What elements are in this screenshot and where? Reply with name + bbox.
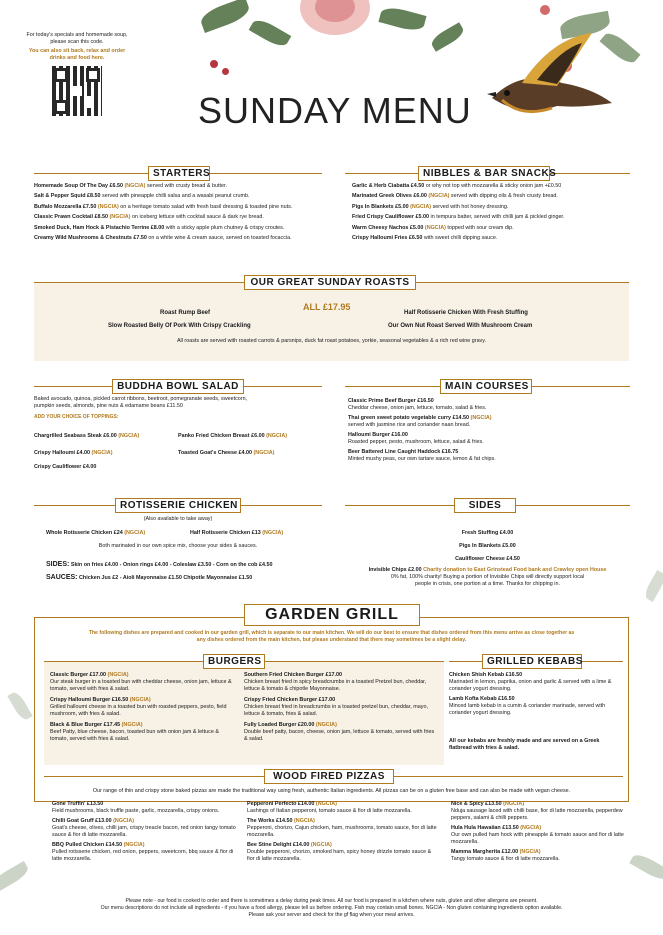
menu-item [348, 398, 638, 412]
invisible-chips: Invisible Chips £2.00 Charity donation to East Grinstead Food bank and Crawley open House [368, 567, 607, 573]
roast-item: Half Rotisserie Chicken With Fresh Stuffing [404, 310, 528, 316]
menu-item-desc: Minted mushy peas, our own tartare sauce, lemon & fat chips. [348, 456, 496, 462]
menu-item [449, 672, 621, 693]
kebabs-note: All our kebabs are freshly made and are served on a Greek flatbread with fries & salad. [449, 738, 600, 751]
roasts-note: All roasts are served with roasted carrots & parsnips, duck fat roast potatoes, yorkie, seasonal vegetables & a rich red wine gravy. [176, 338, 487, 344]
menu-item [50, 722, 235, 743]
side-item: Pigs In Blankets £5.00 [459, 543, 516, 549]
ngcia-badge: (NGCIA) [424, 224, 446, 231]
rotisserie-sides: SIDES: Skin on fries £4.00 - Onion rings £4.00 - Coleslaw £3.50 - Corn on the cob £4.50 [46, 561, 273, 568]
menu-item-desc: with a sticky apple plum chutney & crispy croutes. [165, 224, 285, 231]
ngcia-badge: (NGCIA) [503, 801, 525, 807]
qr-note: please scan this code. [50, 38, 104, 45]
section-title-starters: STARTERS [148, 166, 210, 181]
menu-item-name: Thai green sweet potato vegetable curry £14.50 [348, 415, 470, 421]
menu-item [247, 818, 437, 839]
section-title-sides: SIDES [454, 498, 516, 513]
toppings-label: ADD YOUR CHOICE OF TOPPINGS: [34, 414, 119, 420]
menu-item [247, 801, 437, 815]
menu-item [52, 842, 242, 863]
menu-item-desc: Double beef patty, bacon, cheese, onion jam, lettuce & tomato, served with fries & salad. [244, 729, 435, 742]
menu-item-desc: Nduja sausage laced with chilli base, fior di latte mozzarella, pepperdew peppers, salami & chilli peppers. [451, 808, 623, 821]
chips-note: people in crisis, one portion at a time. Thanks for chipping in. [415, 581, 560, 587]
menu-item-desc: served with jasmine rice and coriander naan bread. [348, 422, 471, 428]
menu-item [348, 432, 638, 446]
ngcia-badge: (NGCIA) [410, 203, 432, 210]
menu-item-name: Buffalo Mozzarella £7.50 [34, 203, 97, 210]
menu-item [34, 235, 334, 242]
ngcia-badge: (NGCIA) [107, 672, 129, 678]
ngcia-badge: (NGCIA) [315, 801, 337, 807]
menu-item-name: Chilli Goat Gruff £13.00 [52, 818, 112, 824]
starters-list [34, 183, 334, 245]
roast-item: Roast Rump Beef [160, 310, 211, 316]
menu-item-name: Fully Loaded Burger £20.00 [244, 722, 315, 728]
topping-item: Crispy Cauliflower £4.00 [34, 464, 97, 470]
menu-item-name: Classic Burger £17.00 [50, 672, 107, 678]
pizzas-col1 [52, 801, 242, 866]
menu-item-name: Nice & Spicy £13.50 [451, 801, 502, 807]
side-item: Fresh Stuffing £4.00 [461, 530, 514, 536]
menu-item-name: Chicken Shish Kebab £16.50 [449, 672, 523, 678]
menu-item-desc: served with crusty bread & butter. [146, 183, 227, 189]
rotisserie-item: Whole Rotisserie Chicken £24 (NGCIA) [46, 530, 146, 536]
menu-item-desc: topped with sour cream dip. [447, 224, 514, 231]
topping-item: Chargrilled Seabass Steak £6.00 (NGCIA) [34, 433, 140, 439]
menu-item-name: Fried Crispy Cauliflower £5.00 [352, 214, 429, 221]
menu-item-desc: Lashings of Italian pepperoni, tomato sauce & fior di latte mozzarella. [247, 808, 412, 814]
menu-item [34, 214, 334, 221]
ngcia-badge: (NGCIA) [124, 183, 146, 189]
menu-item [352, 204, 652, 211]
menu-item-desc: Our own pulled ham hock with pineapple & tomato sauce and fior di latte mozzarella. [451, 832, 624, 845]
roast-item: Our Own Nut Roast Served With Mushroom Cream [388, 323, 533, 329]
rotisserie-sauces: SAUCES: Chicken Jus £2 - Aioli Mayonnaise £1.50 Chipotle Mayonnaise £1.50 [46, 574, 253, 581]
menu-item-desc: Our steak burger in a toasted bun with cheddar cheese, onion jam, lettuce & tomato, served with fries & salad. [50, 679, 232, 692]
rotisserie-item: Half Rotisserie Chicken £13 (NGCIA) [190, 530, 284, 536]
menu-item-name: Smoked Duck, Ham Hock & Pistachio Terrine £8.00 [34, 224, 165, 231]
buddha-desc: Baked avocado, quinoa, pickled carrot ribbons, beetroot, pomegranate seeds, sweetcorn, [34, 396, 248, 402]
menu-item-name: Bee Stine Delight £14.00 [247, 842, 310, 848]
qr-note: You can also sit back, relax and order [28, 48, 126, 54]
roasts-panel [34, 283, 629, 361]
menu-item [352, 193, 652, 200]
menu-item [52, 818, 242, 839]
qr-note: For today's specials and homemade soup, [26, 32, 128, 38]
rotisserie-subtitle: (Also available to take away) [143, 516, 213, 522]
menu-item [451, 825, 631, 846]
menu-item-name: Crispy Halloumi Burger £16.50 [50, 697, 129, 703]
section-title-burgers: BURGERS [203, 654, 265, 669]
menu-item-name: The Works £14.50 [247, 818, 293, 824]
garden-intro: The following dishes are prepared and cooked in our garden grill, which is separate to our main kitchen. We will do our best to ensure that dishes ordered from this menu arrive as close together as [88, 630, 575, 636]
menu-item-name: Creamy Wild Mushrooms & Chestnuts £7.50 [34, 234, 147, 241]
menu-item [52, 801, 242, 815]
ngcia-badge: (NGCIA) [428, 193, 450, 200]
chips-note: 0% fat, 100% charity! Buying a portion of Invisible Chips will directly support local [390, 574, 585, 580]
ngcia-badge: (NGCIA) [109, 214, 131, 221]
menu-item-desc: Double pepperoni, chorizo, smoked ham, spicy honey drizzle tomato sauce & fior di latte mozzarella. [247, 849, 432, 862]
pizzas-col3 [451, 801, 631, 866]
garden-intro: any dishes ordered from the main kitchen, but please understand that there may sometimes be a slight delay. [196, 637, 467, 643]
menu-item-name: Warm Cheesy Nachos £5.00 [352, 224, 424, 231]
menu-item-name: Lamb Kofta Kebab £16.50 [449, 696, 515, 702]
menu-item-name: Pepperoni Perfecto £14.00 [247, 801, 315, 807]
nibbles-list [352, 183, 652, 245]
menu-item-desc: Beef Patty, blue cheese, bacon, toasted bun with onion jam & lettuce & tomato, served with fries & salad. [50, 729, 219, 742]
menu-item-name: Classic Prawn Cocktail £8.50 [34, 214, 109, 221]
side-item: Cauliflower Cheese £4.50 [455, 556, 520, 562]
menu-item [34, 204, 334, 211]
menu-item-name: Crispy Fried Chicken Burger £17.00 [244, 697, 336, 703]
menu-item-desc: Roasted pepper, pesto, mushroom, lettuce, salad & fries. [348, 439, 484, 445]
menu-item [348, 415, 638, 429]
menu-item-desc: in tempura batter, served with chilli jam & pickled ginger. [430, 214, 565, 221]
menu-item-desc: Field mushrooms, black truffle paste, garlic, mozzarella, crispy onions. [52, 808, 220, 814]
footer-note: Please ask your server and check for the gf flag when your meal arrives. [248, 911, 415, 918]
ngcia-badge: (NGCIA) [123, 842, 145, 848]
menu-item-name: Hula Hula Hawaiian £13.50 [451, 825, 519, 831]
menu-item [50, 672, 235, 693]
ngcia-badge: (NGCIA) [97, 203, 119, 210]
page-title: SUNDAY MENU [198, 90, 472, 131]
section-title-mains: MAIN COURSES [440, 379, 532, 394]
ngcia-badge: (NGCIA) [129, 697, 151, 703]
burgers-right [244, 672, 439, 747]
ngcia-badge: (NGCIA) [121, 722, 143, 728]
menu-item-desc: Chicken breast fried in breadcrumbs in a toasted pretzel bun, cheddar, mayo, lettuce & tomato, fries & salad. [244, 704, 428, 717]
section-title-rotisserie: ROTISSERIE CHICKEN [115, 498, 241, 513]
menu-item-name: Crispy Halloumi Fries £6.50 [352, 234, 423, 241]
menu-item-name: Pigs In Blankets £5.00 [352, 203, 409, 210]
menu-item-name: Homemade Soup Of The Day £6.50 [34, 183, 123, 189]
menu-item [451, 801, 631, 822]
ngcia-badge: (NGCIA) [520, 825, 542, 831]
section-title-buddha: BUDDHA BOWL SALAD [112, 379, 244, 394]
section-title-garden-grill: GARDEN GRILL [244, 604, 420, 626]
topping-item: Crispy Halloumi £4.00 (NGCIA) [34, 450, 113, 456]
menu-item-name: Garlic & Herb Ciabatta £4.50 [352, 183, 425, 189]
menu-item [449, 696, 621, 717]
menu-item-name: Beer Battered Line Caught Haddock £16.75 [348, 449, 459, 455]
menu-item [244, 672, 439, 693]
section-title-kebabs: GRILLED KEBABS [482, 654, 582, 669]
menu-item-desc: Pulled rotisserie chicken, red onion, peppers, sweetcorn, bbq sauce & fior di latte mozzarella. [52, 849, 234, 862]
menu-item-name: Gone Truffin' £13.50 [52, 801, 104, 807]
menu-item-desc: Tangy tomato sauce & fior di latte mozzarella. [451, 856, 560, 862]
menu-item [352, 235, 652, 242]
menu-item-desc: served with pineapple chilli salsa and a wasabi peanut crumb. [102, 193, 250, 200]
menu-item [34, 225, 334, 232]
menu-item [50, 697, 235, 718]
menu-item-name: Southern Fried Chicken Burger £17.00 [244, 672, 342, 678]
topping-item: Panko Fried Chicken Breast £6.00 (NGCIA) [178, 433, 288, 439]
burgers-left [50, 672, 235, 747]
section-title-pizzas: WOOD FIRED PIZZAS [264, 769, 394, 784]
pizzas-col2 [247, 801, 437, 866]
qr-note: drinks and food here. [49, 54, 105, 61]
ngcia-badge: (NGCIA) [113, 818, 135, 824]
menu-item-name: Marinated Greek Olives £6.00 [352, 193, 427, 200]
mains-list [348, 398, 638, 466]
menu-item-desc: served with dipping oils & fresh crusty bread. [450, 193, 558, 200]
menu-item [247, 842, 437, 863]
menu-item-desc: Pepperoni, chorizo, Cajun chicken, ham, mushrooms, tomato sauce, fior di latte mozzarella. [247, 825, 437, 838]
menu-item [244, 697, 439, 718]
menu-item-name: BBQ Pulled Chicken £14.50 [52, 842, 123, 848]
menu-item [348, 449, 638, 463]
menu-item [352, 183, 652, 190]
pizzas-intro: Our range of thin and crispy stone baked pizzas are made the traditional way using fresh, authentic Italian ingredients. All pizzas can be on a gluten free base and can also be made with vegan cheese. [92, 788, 571, 794]
buddha-desc: pumpkin seeds, almonds, pine nuts & edamame beans £11.50 [34, 403, 183, 409]
menu-item-desc: Cheddar cheese, onion jam, lettuce, tomato, salad & fries. [348, 405, 487, 411]
menu-item-name: Salt & Pepper Squid £8.50 [34, 193, 101, 200]
ngcia-badge: (NGCIA) [470, 415, 492, 421]
menu-item-desc: with sweet chilli dipping sauce. [423, 234, 498, 241]
menu-item-name: Mamma Margherita £12.00 [451, 849, 519, 855]
kebabs-list [449, 672, 621, 720]
menu-item-desc: Marinated in lemon, paprika, onion and garlic & served with a lime & coriander yogurt dressing. [449, 679, 612, 692]
menu-item-desc: Minced lamb kebab in a cumin & coriander marinade, served with coriander yogurt dressing. [449, 703, 606, 716]
ngcia-badge: (NGCIA) [315, 722, 337, 728]
menu-item-desc: or why not top with mozzarella & sticky onion jam +£0.50 [425, 183, 562, 189]
menu-item [34, 183, 334, 190]
section-title-nibbles: NIBBLES & BAR SNACKS [418, 166, 550, 181]
menu-item-desc: Goat's cheese, olives, chilli jam, crispy treacle bacon, red onion tangy tomato sauce & fior di latte mozzarella. [52, 825, 236, 838]
ngcia-badge: (NGCIA) [310, 842, 332, 848]
ngcia-badge: (NGCIA) [293, 818, 315, 824]
qr-code[interactable] [52, 66, 102, 116]
topping-item: Toasted Goat's Cheese £4.00 (NGCIA) [178, 450, 275, 456]
roasts-price: ALL £17.95 [303, 302, 351, 312]
menu-item-name: Halloumi Burger £16.00 [348, 432, 408, 438]
menu-item-desc: Grilled halloumi cheese in a toasted bun with roasted peppers, pesto, field mushroom, with fries & salad. [50, 704, 227, 717]
menu-item-desc: on a white wine & cream sauce, served on toasted focaccia. [148, 234, 292, 241]
menu-item [352, 214, 652, 221]
menu-item [244, 722, 439, 743]
menu-item-name: Black & Blue Burger £17.45 [50, 722, 121, 728]
rotisserie-note: Both marinated in our own spice mix, choose your sides & sauces. [98, 543, 258, 549]
menu-item-desc: served with hot honey dressing. [432, 203, 509, 210]
ngcia-badge: (NGCIA) [519, 849, 541, 855]
footer-note: Please note - our food is cooked to order and there is sometimes a delay during peak times. All our food is prepared in a kitchen where nuts, gluten and other allergens are present. [125, 898, 538, 904]
footer-note: Our menu descriptions do not include all ingredients - if you have a food allergy, please tell us before ordering. Fish may contain small bones. NGCIA - Non gluten containing ingredients option available. [100, 904, 563, 911]
menu-item-desc: on a heritage tomato salad with fresh basil dressing & toasted pine nuts. [120, 203, 293, 210]
menu-item [352, 225, 652, 232]
menu-item-name: Classic Prime Beef Burger £16.50 [348, 398, 434, 404]
menu-item [34, 193, 334, 200]
menu-item [451, 849, 631, 863]
menu-item-desc: Chicken breast fried in spicy breadcrumbs in a toasted Pretzel bun, cheddar, lettuce & tomato & chipotle Mayonnaise. [244, 679, 427, 692]
menu-item-desc: on iceberg lettuce with cocktail sauce & dark rye bread. [131, 214, 264, 221]
section-title-roasts: OUR GREAT SUNDAY ROASTS [244, 275, 416, 290]
roast-item: Slow Roasted Belly Of Pork With Crispy Crackling [108, 323, 251, 329]
